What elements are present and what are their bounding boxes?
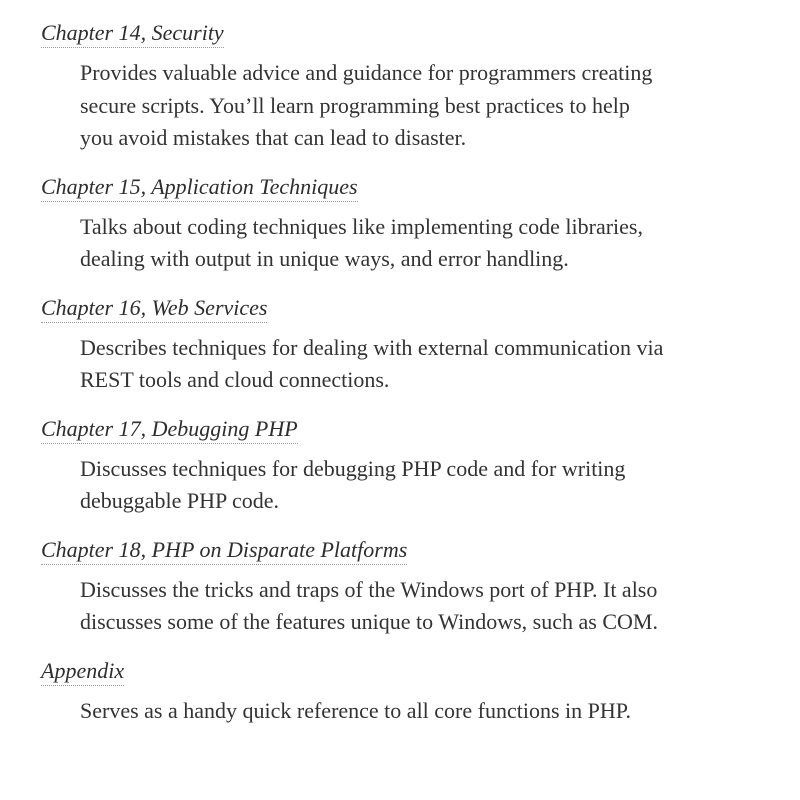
- chapter-entry-14: [41, 19, 781, 155]
- description-line: secure scripts. You’ll learn programming best practices to help: [80, 92, 630, 118]
- description-line: Provides valuable advice and guidance for programmers creating: [80, 60, 653, 85]
- description-line: REST tools and cloud connections.: [80, 367, 390, 392]
- appendix-description: [80, 695, 770, 728]
- description-line: debuggable PHP code.: [80, 488, 279, 513]
- chapter-entry-17: [41, 415, 781, 518]
- description-line: dealing with output in unique ways, and error handling.: [80, 246, 569, 271]
- chapter-entry-16: [41, 294, 781, 397]
- chapter-14-description: [80, 57, 770, 155]
- chapter-17-description: [80, 453, 770, 518]
- chapter-16-description: [80, 332, 770, 397]
- chapter-14-link[interactable]: Chapter 14, Security: [41, 19, 224, 48]
- appendix-entry: [41, 657, 781, 728]
- chapter-17-link[interactable]: Chapter 17, Debugging PHP: [41, 415, 298, 444]
- description-line: discusses some of the features unique to Windows, such as COM.: [80, 609, 658, 634]
- chapter-18-link[interactable]: Chapter 18, PHP on Disparate Platforms: [41, 536, 407, 565]
- description-line: Talks about coding techniques like implementing code libraries,: [80, 213, 643, 239]
- chapter-15-link[interactable]: Chapter 15, Application Techniques: [41, 173, 358, 202]
- description-line: you avoid mistakes that can lead to disaster.: [80, 125, 467, 150]
- chapter-15-description: [80, 211, 770, 276]
- description-line: Discusses techniques for debugging PHP code and for writing: [80, 455, 626, 481]
- description-line: Serves as a handy quick reference to all core functions in PHP.: [80, 697, 632, 723]
- chapter-entry-18: [41, 536, 781, 639]
- appendix-link[interactable]: Appendix: [41, 657, 124, 686]
- description-line: Discusses the tricks and traps of the Windows port of PHP. It also: [80, 576, 658, 602]
- chapter-entry-15: [41, 173, 781, 276]
- description-line: Describes techniques for dealing with external communication via: [80, 334, 664, 360]
- chapter-18-description: [80, 574, 770, 639]
- chapter-list: [41, 19, 781, 727]
- chapter-16-link[interactable]: Chapter 16, Web Services: [41, 294, 267, 323]
